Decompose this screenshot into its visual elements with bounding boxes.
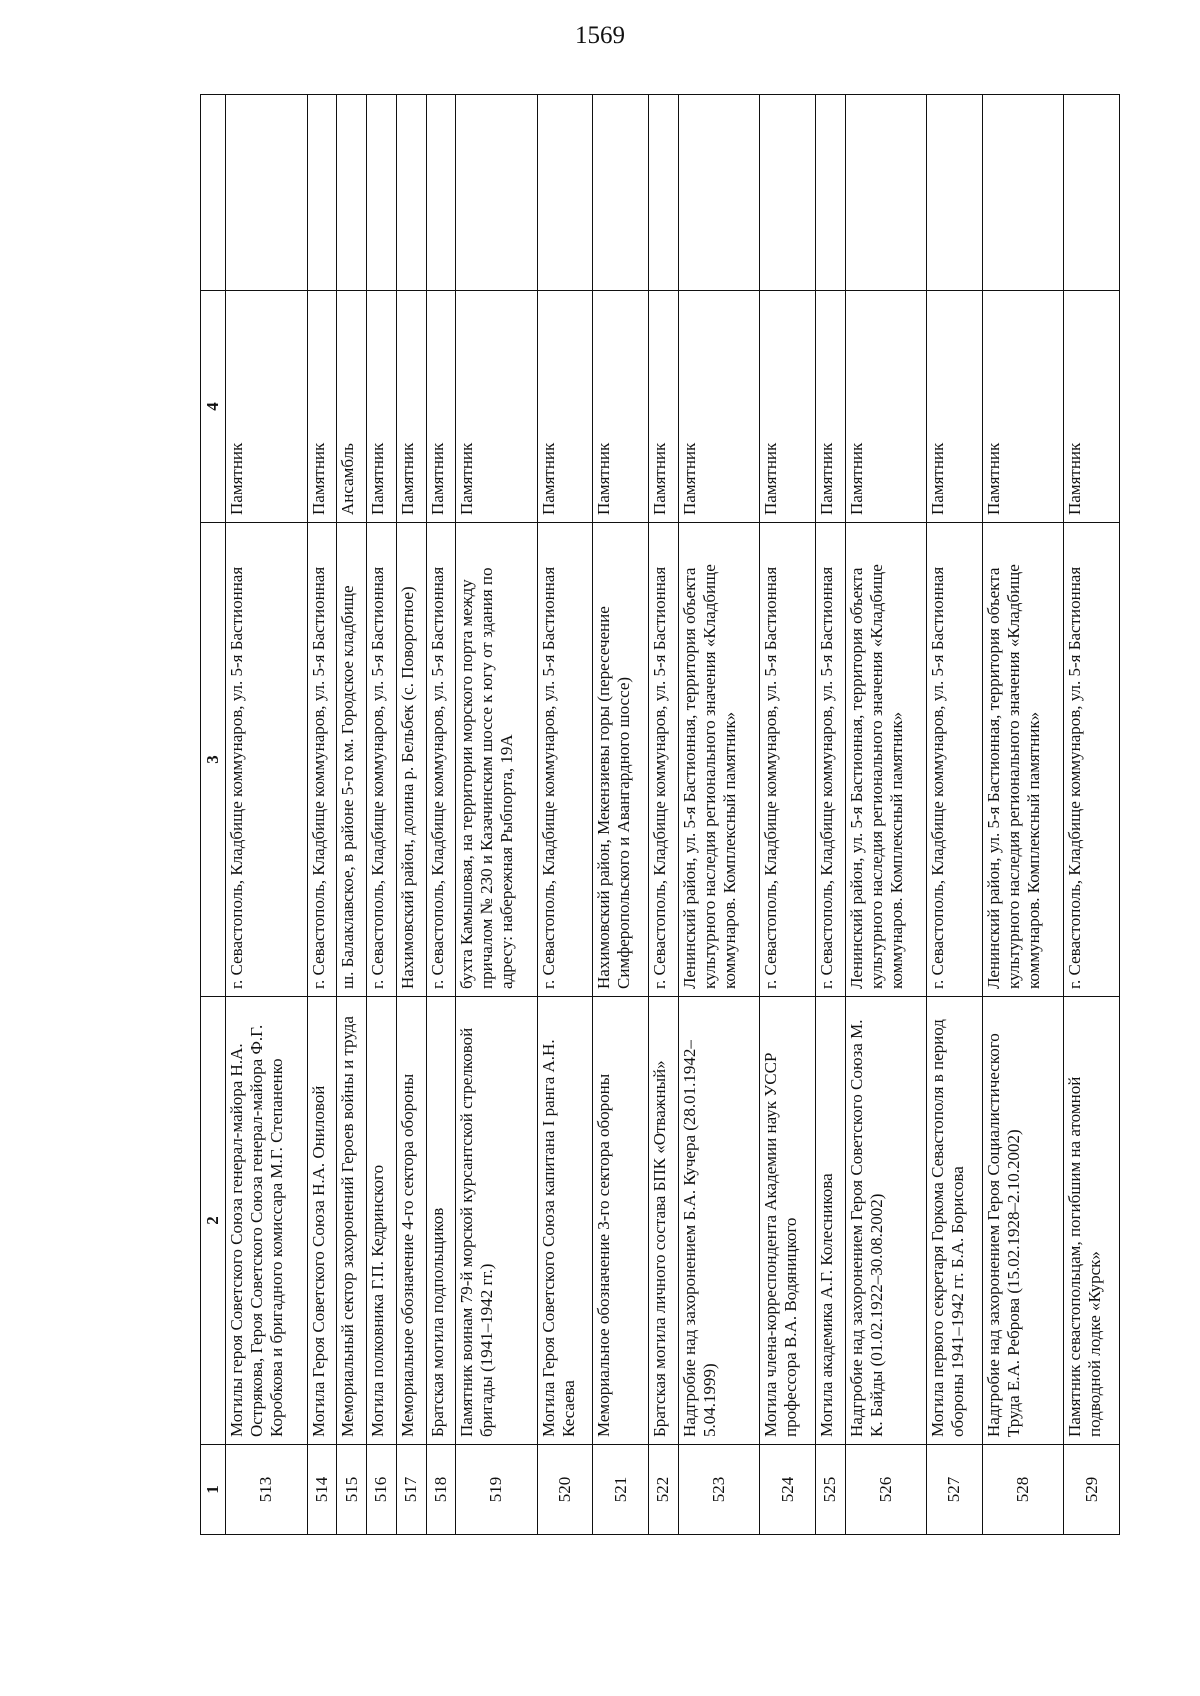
row-number: 514 [307, 1445, 337, 1535]
object-address: Ленинский район, ул. 5-я Бастионная, территория объекта культурного наследия регионального значения «Кладбище коммунаров. Комплексный памятник» [982, 523, 1064, 997]
table-row [307, 95, 337, 1535]
object-note [927, 95, 983, 291]
object-name: Могила полковника Г.П. Кедринского [367, 997, 397, 1445]
row-number: 523 [678, 1445, 760, 1535]
object-address: г. Севастополь, Кладбище коммунаров, ул. 5-я Бастионная [815, 523, 845, 997]
object-note [845, 95, 927, 291]
object-type: Памятник [426, 291, 456, 523]
table-row [426, 95, 456, 1535]
table-row [760, 95, 816, 1535]
table-row [649, 95, 679, 1535]
object-note [396, 95, 426, 291]
column-header-3: 3 [201, 523, 226, 997]
table-row [678, 95, 760, 1535]
object-note [537, 95, 593, 291]
object-address: г. Севастополь, Кладбище коммунаров, ул. 5-я Бастионная [426, 523, 456, 997]
object-address: г. Севастополь, Кладбище коммунаров, ул. 5-я Бастионная [226, 523, 308, 997]
object-note [226, 95, 308, 291]
object-name: Надгробие над захоронением Героя Социалистического Труда Е.А. Реброва (15.02.1928–2.10.2002) [982, 997, 1064, 1445]
object-note [337, 95, 367, 291]
row-number: 521 [593, 1445, 649, 1535]
object-address: г. Севастополь, Кладбище коммунаров, ул. 5-я Бастионная [649, 523, 679, 997]
object-name: Мемориальное обозначение 4-го сектора обороны [396, 997, 426, 1445]
object-type: Памятник [456, 291, 538, 523]
object-name: Надгробие над захоронением Б.А. Кучера (28.01.1942–5.04.1999) [678, 997, 760, 1445]
object-address: бухта Камышовая, на территории морского порта между причалом № 230 и Казачинским шоссе к югу от здания по адресу: набережная Рыбпорта, 19А [456, 523, 538, 997]
object-address: ш. Балаклавское, в районе 5-го км. Городское кладбище [337, 523, 367, 997]
column-header-2: 2 [201, 997, 226, 1445]
object-note [593, 95, 649, 291]
table-row [337, 95, 367, 1535]
row-number: 519 [456, 1445, 538, 1535]
object-note [1064, 95, 1120, 291]
object-type: Памятник [982, 291, 1064, 523]
object-note [307, 95, 337, 291]
row-number: 520 [537, 1445, 593, 1535]
object-type: Памятник [226, 291, 308, 523]
object-note [678, 95, 760, 291]
table-body [226, 95, 1120, 1535]
table-row [396, 95, 426, 1535]
object-address: Ленинский район, ул. 5-я Бастионная, территория объекта культурного наследия регионального значения «Кладбище коммунаров. Комплексный памятник» [678, 523, 760, 997]
row-number: 524 [760, 1445, 816, 1535]
row-number: 525 [815, 1445, 845, 1535]
object-name: Могила члена-корреспондента Академии наук УССР профессора В.А. Водяницкого [760, 997, 816, 1445]
row-number: 513 [226, 1445, 308, 1535]
table-row [537, 95, 593, 1535]
table-row [593, 95, 649, 1535]
object-address: Нахимовский район, Мекензиевы горы (пересечение Симферопольского и Авангардного шоссе) [593, 523, 649, 997]
object-type: Памятник [396, 291, 426, 523]
column-header-1: 1 [201, 1445, 226, 1535]
object-type: Памятник [927, 291, 983, 523]
object-note [456, 95, 538, 291]
table-row [456, 95, 538, 1535]
object-type: Памятник [367, 291, 397, 523]
table-row [1064, 95, 1120, 1535]
rotated-table-container [200, 95, 1120, 1535]
table-row [815, 95, 845, 1535]
object-name: Могилы героя Советского Союза генерал-майора Н.А. Острякова, Героя Советского Союза генерал-майора Ф.Г. Коробкова и бригадного комиссара М.Г. Степаненко [226, 997, 308, 1445]
object-name: Могила Героя Советского Союза капитана I ранга А.Н. Кесаева [537, 997, 593, 1445]
object-address: г. Севастополь, Кладбище коммунаров, ул. 5-я Бастионная [927, 523, 983, 997]
row-number: 515 [337, 1445, 367, 1535]
row-number: 528 [982, 1445, 1064, 1535]
table-row [845, 95, 927, 1535]
object-address: г. Севастополь, Кладбище коммунаров, ул. 5-я Бастионная [537, 523, 593, 997]
table-row [927, 95, 983, 1535]
object-type: Памятник [307, 291, 337, 523]
object-type: Ансамбль [337, 291, 367, 523]
row-number: 522 [649, 1445, 679, 1535]
object-type: Памятник [845, 291, 927, 523]
column-header-5 [201, 95, 226, 291]
object-note [760, 95, 816, 291]
object-name: Памятник воинам 79-й морской курсантской стрелковой бригады (1941–1942 гг.) [456, 997, 538, 1445]
object-name: Могила первого секретаря Горкома Севастополя в период обороны 1941–1942 гг. Б.А. Борисова [927, 997, 983, 1445]
object-note [982, 95, 1064, 291]
object-type: Памятник [537, 291, 593, 523]
table-row [982, 95, 1064, 1535]
column-header-4: 4 [201, 291, 226, 523]
object-address: Нахимовский район, долина р. Бельбек (с. Поворотное) [396, 523, 426, 997]
object-name: Братская могила личного состава БПК «Отважный» [649, 997, 679, 1445]
object-type: Памятник [760, 291, 816, 523]
object-type: Памятник [815, 291, 845, 523]
object-name: Могила Героя Советского Союза Н.А. Ониловой [307, 997, 337, 1445]
table-header-row [201, 95, 226, 1535]
object-note [649, 95, 679, 291]
row-number: 516 [367, 1445, 397, 1535]
row-number: 526 [845, 1445, 927, 1535]
object-address: г. Севастополь, Кладбище коммунаров, ул. 5-я Бастионная [1064, 523, 1120, 997]
object-address: Ленинский район, ул. 5-я Бастионная, территория объекта культурного наследия регионального значения «Кладбище коммунаров. Комплексный памятник» [845, 523, 927, 997]
table-row [226, 95, 308, 1535]
heritage-objects-table [200, 94, 1120, 1535]
object-type: Памятник [649, 291, 679, 523]
row-number: 527 [927, 1445, 983, 1535]
object-address: г. Севастополь, Кладбище коммунаров, ул. 5-я Бастионная [307, 523, 337, 997]
page-number: 1569 [575, 22, 625, 49]
object-type: Памятник [678, 291, 760, 523]
object-note [367, 95, 397, 291]
object-name: Памятник севастопольцам, погибшим на атомной подводной лодке «Курск» [1064, 997, 1120, 1445]
row-number: 518 [426, 1445, 456, 1535]
object-name: Надгробие над захоронением Героя Советского Союза М. К. Байды (01.02.1922–30.08.2002) [845, 997, 927, 1445]
row-number: 517 [396, 1445, 426, 1535]
object-name: Братская могила подпольщиков [426, 997, 456, 1445]
object-type: Памятник [1064, 291, 1120, 523]
object-note [815, 95, 845, 291]
object-address: г. Севастополь, Кладбище коммунаров, ул. 5-я Бастионная [760, 523, 816, 997]
table-row [367, 95, 397, 1535]
row-number: 529 [1064, 1445, 1120, 1535]
object-note [426, 95, 456, 291]
object-type: Памятник [593, 291, 649, 523]
object-address: г. Севастополь, Кладбище коммунаров, ул. 5-я Бастионная [367, 523, 397, 997]
object-name: Мемориальное обозначение 3-го сектора обороны [593, 997, 649, 1445]
object-name: Могила академика А.Г. Колесникова [815, 997, 845, 1445]
object-name: Мемориальный сектор захоронений Героев войны и труда [337, 997, 367, 1445]
